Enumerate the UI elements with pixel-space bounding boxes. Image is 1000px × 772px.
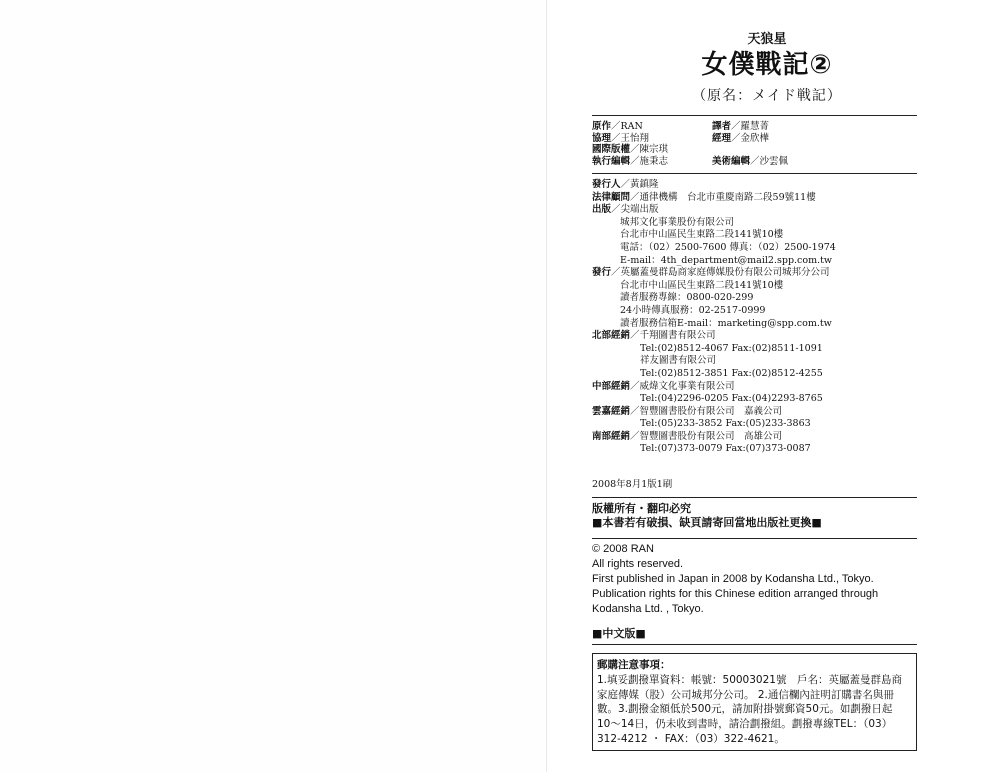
publishing-value: 讀者服務信箱E-mail：marketing@spp.com.tw xyxy=(620,317,832,329)
copyright-line: © 2008 RAN xyxy=(592,543,654,556)
publishing-value: 台北市中山區民生東路二段141號10樓 xyxy=(620,229,784,241)
publishing-row: 中部經銷／威煒文化事業有限公司 xyxy=(592,380,735,392)
rights-line: 版權所有・翻印必究 xyxy=(592,502,691,516)
credit-item: 協理／王怡翔 xyxy=(592,132,650,144)
credit-item: 執行編輯／施秉志 xyxy=(592,155,669,167)
publishing-row: 發行人／黃鎮隆 xyxy=(592,179,659,190)
publishing-row xyxy=(592,292,922,305)
publishing-value: Tel:(02)8512-3851 Fax:(02)8512-4255 xyxy=(640,367,823,379)
publishing-row xyxy=(592,355,922,368)
copyright-line: All rights reserved. xyxy=(592,558,684,571)
publishing-row: 北部經銷／千翔圖書有限公司 xyxy=(592,330,716,342)
publishing-row: 發行／英屬蓋曼群島商家庭傳媒股份有限公司城邦分公司 xyxy=(592,267,830,279)
page-gutter xyxy=(546,0,547,772)
publishing-value: Tel:(02)8512-4067 Fax:(02)8511-1091 xyxy=(640,342,823,354)
publishing-row xyxy=(592,229,922,242)
publishing-label: 南部經銷 xyxy=(592,430,631,442)
notice-line: 312-4212 ・ FAX：（03）322-4621。 xyxy=(597,733,785,746)
publishing-value: Tel:(07)373-0079 Fax:(07)373-0087 xyxy=(640,443,811,455)
publishing-label: 法律顧問 xyxy=(592,191,631,203)
publishing-value: 電話：（02）2500-7600 傳真：（02）2500-1974 xyxy=(620,241,836,253)
publishing-row: 南部經銷／智豐圖書股份有限公司 高雄公司 xyxy=(592,430,783,442)
credit-item: 國際版權／陳宗琪 xyxy=(592,144,669,155)
publishing-row xyxy=(592,343,922,356)
copyright-line: Kodansha Ltd. , Tokyo. xyxy=(592,603,704,616)
notice-line: 10～14日，仍未收到書時，請洽劃撥組。劃撥專線TEL：（03） xyxy=(597,718,893,731)
publishing-value: 台北市中山區民生東路二段141號10樓 xyxy=(620,279,784,291)
publishing-label: 發行人 xyxy=(592,179,621,190)
colophon-page xyxy=(592,28,922,751)
publishing-value: 千翔圖書有限公司 xyxy=(639,330,716,342)
publishing-row xyxy=(592,217,922,230)
publishing-label: 雲嘉經銷 xyxy=(592,405,631,417)
publishing-value: 英屬蓋曼群島商家庭傳媒股份有限公司城邦分公司 xyxy=(620,267,830,279)
credit-item: 原作／RAN xyxy=(592,121,643,132)
notice-line: 1.填妥劃撥單資料：帳號：50003021號 戶名：英屬蓋曼群島商 xyxy=(597,673,902,686)
publishing-value: 讀者服務專線：0800-020-299 xyxy=(620,292,754,304)
credit-item: 經理／金欣樺 xyxy=(712,132,770,144)
publishing-row xyxy=(592,280,922,293)
divider xyxy=(592,173,917,174)
divider xyxy=(592,644,917,645)
publishing-row xyxy=(592,305,922,318)
publishing-row xyxy=(592,255,922,268)
notice-heading: 郵購注意事項： xyxy=(597,659,671,672)
rights-reserved xyxy=(592,502,922,530)
publishing-value: 智豐圖書股份有限公司 嘉義公司 xyxy=(639,405,783,417)
divider xyxy=(592,115,917,116)
credit-spacer xyxy=(712,144,912,156)
publishing-value: 尖端出版 xyxy=(620,204,659,216)
publishing-label: 發行 xyxy=(592,267,612,279)
publishing-row: 雲嘉經銷／智豐圖書股份有限公司 嘉義公司 xyxy=(592,405,783,417)
publishing-row xyxy=(592,393,922,406)
publishing-row: 出版／尖端出版 xyxy=(592,204,659,216)
publishing-row: 法律顧問／通律機構 台北市重慶南路二段59號11樓 xyxy=(592,191,816,203)
publishing-label: 北部經銷 xyxy=(592,330,631,342)
copyright-line: Publication rights for this Chinese edition arranged through xyxy=(592,588,879,601)
original-title: （原名：メイド戦記） xyxy=(692,88,842,104)
divider xyxy=(592,538,917,539)
publishing-value: 黃鎮隆 xyxy=(630,179,659,190)
notice-line: 數。3.劃撥金額低於500元，請加附掛號郵資50元。如劃撥日起 xyxy=(597,703,893,716)
copyright-block xyxy=(592,542,922,617)
publishing-row xyxy=(592,318,922,331)
publishing-row xyxy=(592,443,922,456)
book-title: 女僕戰記② xyxy=(701,50,833,80)
chinese-edition-label: ■中文版■ xyxy=(592,627,646,641)
edition-info: 2008年8月1版1刷 xyxy=(592,479,673,491)
mail-order-notice xyxy=(592,653,917,751)
publishing-row xyxy=(592,242,922,255)
publishing-value: Tel:(04)2296-0205 Fax:(04)2293-8765 xyxy=(640,393,823,405)
publishing-value: Tel:(05)233-3852 Fax:(05)233-3863 xyxy=(640,418,811,430)
rights-notice: ■本書若有破損、缺頁請寄回當地出版社更換■ xyxy=(592,516,822,530)
publishing-info xyxy=(592,179,922,456)
publishing-value: 24小時傳真服務：02-2517-0999 xyxy=(620,304,766,316)
publishing-row xyxy=(592,368,922,381)
series-name: 天狼星 xyxy=(747,32,787,47)
credit-item: 美術編輯／沙雲佩 xyxy=(712,155,789,167)
credit-item: 譯者／羅慧菁 xyxy=(712,121,770,132)
publishing-row xyxy=(592,418,922,431)
publishing-value: E-mail：4th_department@mail2.spp.com.tw xyxy=(620,254,833,266)
copyright-line: First published in Japan in 2008 by Kodansha Ltd., Tokyo. xyxy=(592,573,874,586)
publishing-label: 出版 xyxy=(592,204,612,216)
credits-block xyxy=(592,121,922,167)
publishing-value: 祥友圖書有限公司 xyxy=(640,355,717,367)
publishing-label: 中部經銷 xyxy=(592,380,631,392)
publishing-value: 威煒文化事業有限公司 xyxy=(639,380,735,392)
divider xyxy=(592,497,917,498)
publishing-value: 城邦文化事業股份有限公司 xyxy=(620,216,735,228)
notice-line: 家庭傳媒（股）公司城邦分公司。 2.通信欄內註明訂購書名與冊 xyxy=(597,688,894,701)
publishing-value: 通律機構 台北市重慶南路二段59號11樓 xyxy=(639,191,816,203)
publishing-value: 智豐圖書股份有限公司 高雄公司 xyxy=(639,430,783,442)
